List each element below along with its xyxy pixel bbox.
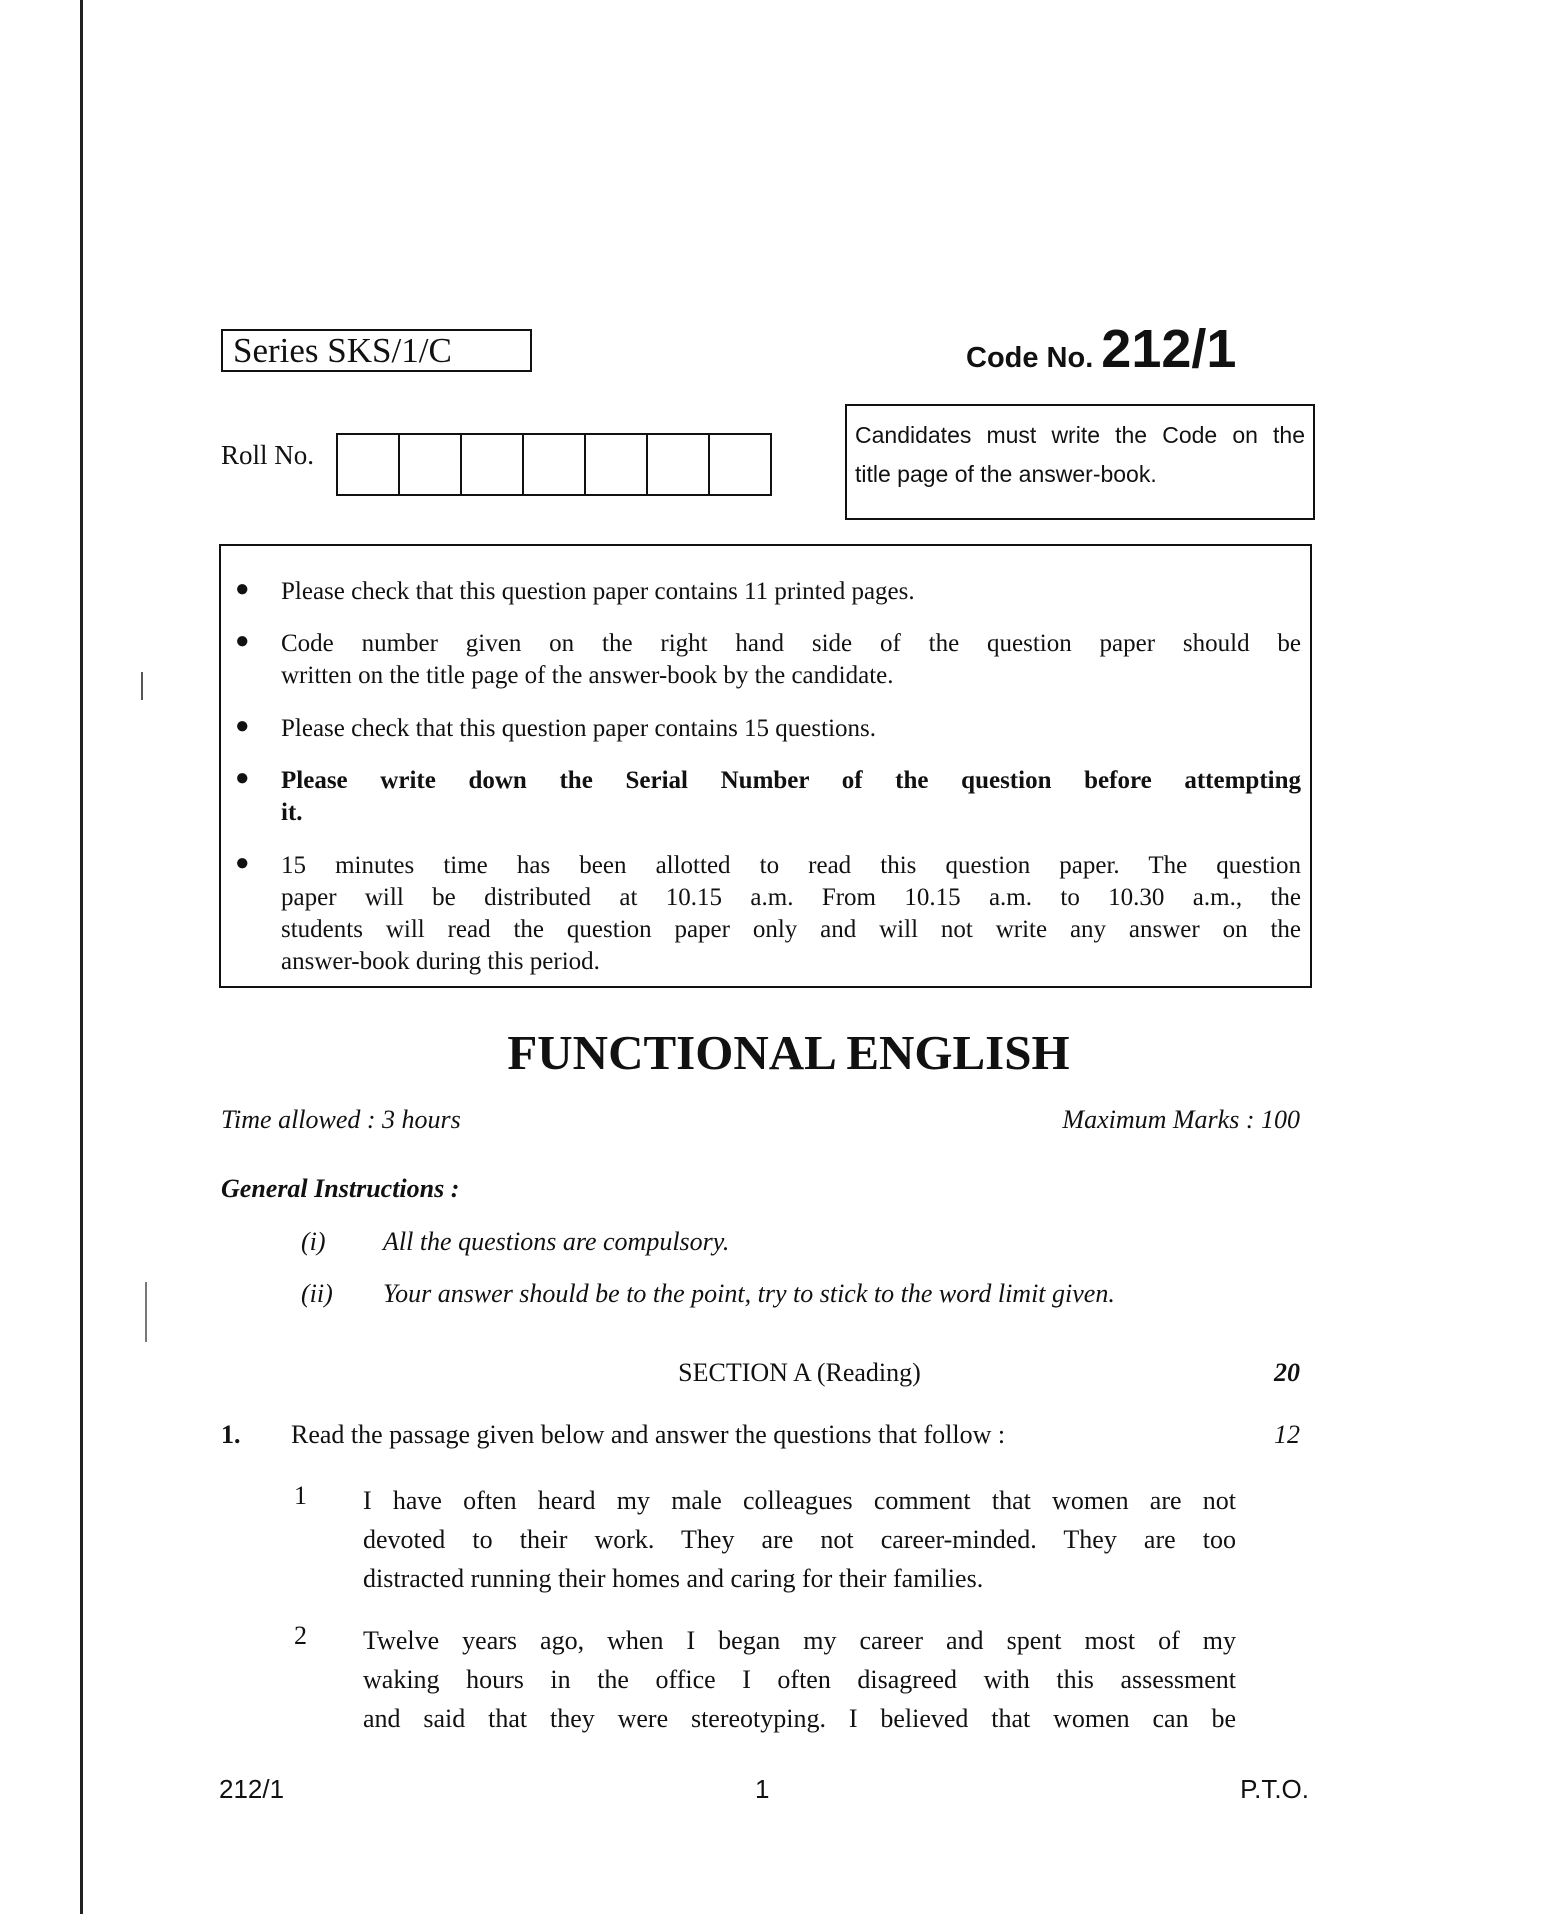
instruction-line: students will read the question paper only and will not write any answer on the	[281, 916, 1301, 943]
passage-line: waking hours in the office I often disagreed with this assessment	[363, 1665, 1236, 1694]
code-value: 212/1	[1101, 319, 1237, 379]
bullet-icon: ●	[235, 628, 250, 654]
bullet-icon: ●	[235, 576, 250, 602]
instruction-line: paper will be distributed at 10.15 a.m. From 10.15 a.m. to 10.30 a.m., the	[281, 884, 1301, 911]
instruction-item	[281, 576, 1301, 608]
passage-line: and said that they were stereotyping. I believed that women can be	[363, 1704, 1236, 1733]
question-text: Read the passage given below and answer the questions that follow :	[291, 1420, 1006, 1449]
series-label: Series SKS/1/C	[221, 329, 532, 372]
instruction-line: answer-book during this period.	[281, 948, 600, 975]
bullet-icon: ●	[235, 765, 250, 791]
instruction-text: Your answer should be to the point, try to stick to the word limit given.	[383, 1279, 1115, 1308]
passage-paragraph	[363, 1621, 1236, 1738]
roll-box[interactable]	[524, 435, 586, 494]
instruction-text: All the questions are compulsory.	[383, 1227, 730, 1256]
candidates-note	[845, 404, 1315, 520]
passage-paragraph	[363, 1481, 1236, 1598]
roll-box[interactable]	[648, 435, 710, 494]
instruction-number: (ii)	[301, 1279, 333, 1308]
roll-label: Roll No.	[221, 440, 315, 470]
question-marks: 12	[1274, 1420, 1300, 1449]
paragraph-number: 1	[294, 1481, 307, 1510]
instruction-line: written on the title page of the answer-book by the candidate.	[281, 662, 894, 689]
roll-box[interactable]	[338, 435, 400, 494]
general-instructions-heading: General Instructions :	[221, 1174, 460, 1203]
scan-mark	[141, 672, 143, 700]
bullet-icon: ●	[235, 713, 250, 739]
instructions-box	[219, 544, 1312, 988]
footer-code: 212/1	[219, 1774, 285, 1804]
roll-box[interactable]	[400, 435, 462, 494]
roll-box[interactable]	[462, 435, 524, 494]
paragraph-number: 2	[294, 1621, 307, 1650]
code-number	[966, 318, 1236, 380]
passage-line: I have often heard my male colleagues comment that women are not	[363, 1486, 1236, 1515]
please-turn-over: P.T.O.	[1240, 1774, 1309, 1804]
passage-line: devoted to their work. They are not career-minded. They are too	[363, 1525, 1236, 1554]
instruction-line: Please write down the Serial Number of the question before attempting	[281, 767, 1301, 794]
instruction-line: 15 minutes time has been allotted to read this question paper. The question	[281, 852, 1301, 879]
section-marks: 20	[1274, 1358, 1300, 1387]
paper-title: FUNCTIONAL ENGLISH	[507, 1025, 1070, 1080]
instruction-item	[281, 765, 1301, 829]
note-line: title page of the answer-book.	[855, 461, 1157, 487]
time-allowed: Time allowed : 3 hours	[221, 1105, 461, 1134]
passage-line: distracted running their homes and caring for their families.	[363, 1564, 984, 1593]
scan-mark	[145, 1282, 147, 1342]
instruction-line: Please check that this question paper contains 15 questions.	[281, 715, 877, 742]
instruction-item	[281, 628, 1301, 692]
bullet-icon: ●	[235, 850, 250, 876]
instruction-line: it.	[281, 799, 303, 826]
instruction-item	[281, 713, 1301, 745]
page-number: 1	[755, 1774, 770, 1804]
section-heading: SECTION A (Reading)	[678, 1358, 921, 1387]
instruction-line: Please check that this question paper contains 11 printed pages.	[281, 578, 915, 605]
maximum-marks: Maximum Marks : 100	[1062, 1105, 1300, 1134]
page-edge-line	[80, 0, 83, 1914]
roll-box[interactable]	[710, 435, 770, 494]
note-line: Candidates must write the Code on the	[855, 422, 1305, 448]
instruction-line: Code number given on the right hand side of the question paper should be	[281, 630, 1301, 657]
passage-line: Twelve years ago, when I began my career and spent most of my	[363, 1626, 1236, 1655]
instruction-item	[281, 850, 1301, 978]
roll-box[interactable]	[586, 435, 648, 494]
question-number: 1.	[221, 1420, 241, 1449]
instruction-number: (i)	[301, 1227, 326, 1256]
roll-number-boxes[interactable]	[336, 433, 772, 496]
code-label: Code No.	[966, 342, 1094, 374]
